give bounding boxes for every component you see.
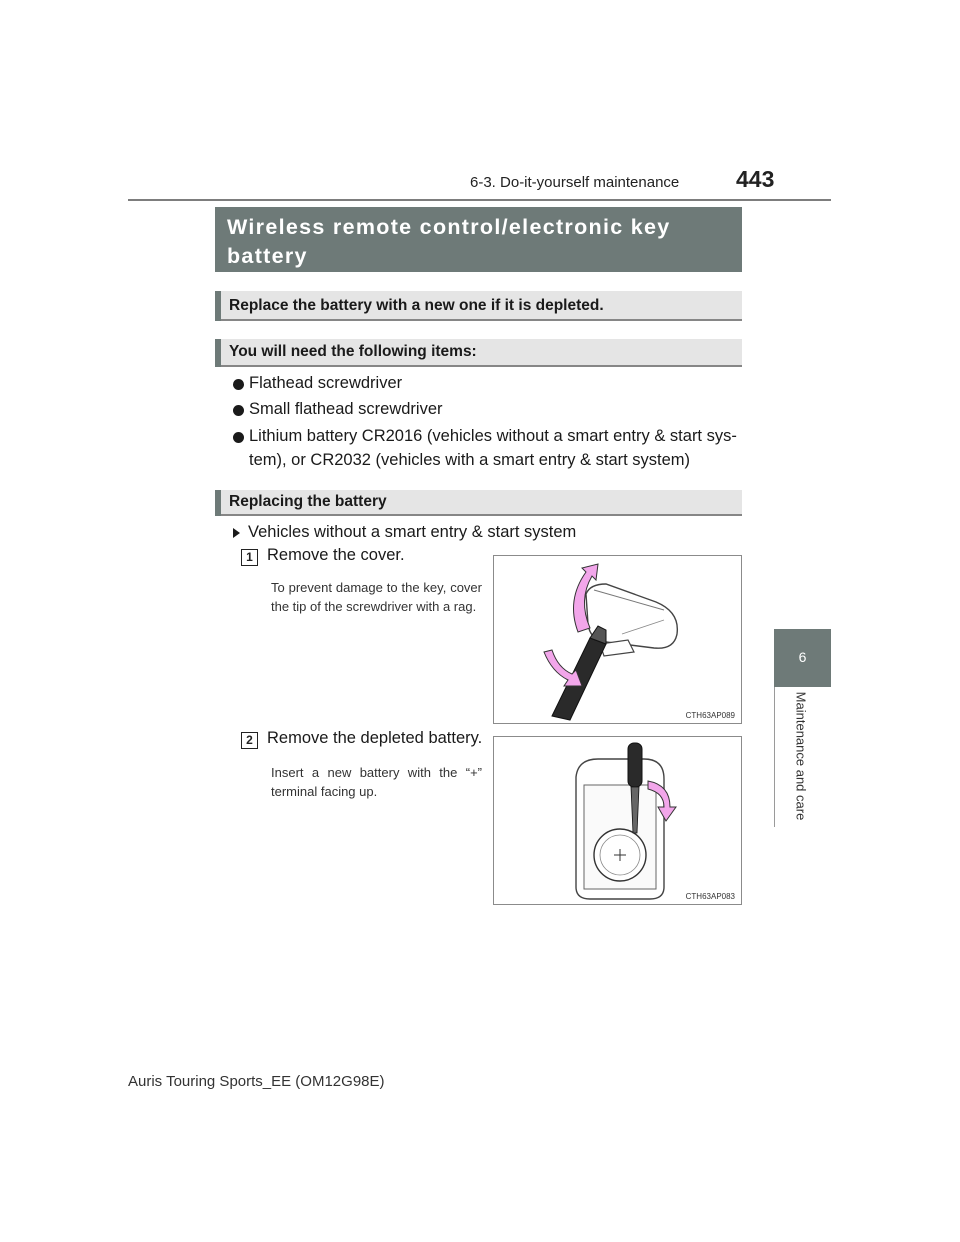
page-title: Wireless remote control/electronic key battery [227,215,671,268]
key-cover-illustration [494,556,742,724]
items-heading: You will need the following items: [229,343,477,360]
footer-manual-id: Auris Touring Sports_EE (OM12G98E) [128,1073,385,1090]
page-title-banner [215,207,742,272]
figure-code: CTH63AP089 [685,711,735,720]
step-title: Remove the depleted battery. [267,729,483,747]
list-item-text: Flathead screwdriver [249,374,403,392]
bullet-icon [233,405,244,416]
list-item-continuation: tem), or CR2032 (vehicles with a smart entry & start system) [249,451,691,469]
section-breadcrumb: 6-3. Do-it-yourself maintenance [470,174,680,191]
list-item-text: Lithium battery CR2016 (vehicles without a smart entry & start sys- [249,427,737,445]
page-number: 443 [736,166,775,192]
replace-heading-box [215,490,742,516]
step-title: Remove the cover. [267,546,405,564]
step-number-badge: 2 [241,732,258,749]
triangle-right-icon [233,528,240,538]
chapter-tab [774,629,831,687]
figure-remove-battery [493,736,742,905]
chapter-number: 6 [798,649,807,665]
list-item-text: Small flathead screwdriver [249,400,443,418]
step-note: Insert a new battery with the “+” terminal facing up. [271,765,482,799]
items-heading-box [215,339,742,367]
chapter-label: Maintenance and care [793,691,809,821]
battery-removal-illustration [494,737,742,905]
intro-heading: Replace the battery with a new one if it is depleted. [229,297,604,314]
step-note: To prevent damage to the key, cover the tip of the screwdriver with a rag. [271,580,482,614]
bullet-icon [233,432,244,443]
side-divider [774,687,775,827]
vehicle-variant-label: Vehicles without a smart entry & start system [248,523,577,541]
header-divider [128,199,831,201]
replace-heading: Replacing the battery [229,493,387,510]
intro-heading-box [215,291,742,321]
figure-code: CTH63AP083 [685,892,735,901]
step-number-badge: 1 [241,549,258,566]
figure-remove-cover [493,555,742,724]
bullet-icon [233,379,244,390]
